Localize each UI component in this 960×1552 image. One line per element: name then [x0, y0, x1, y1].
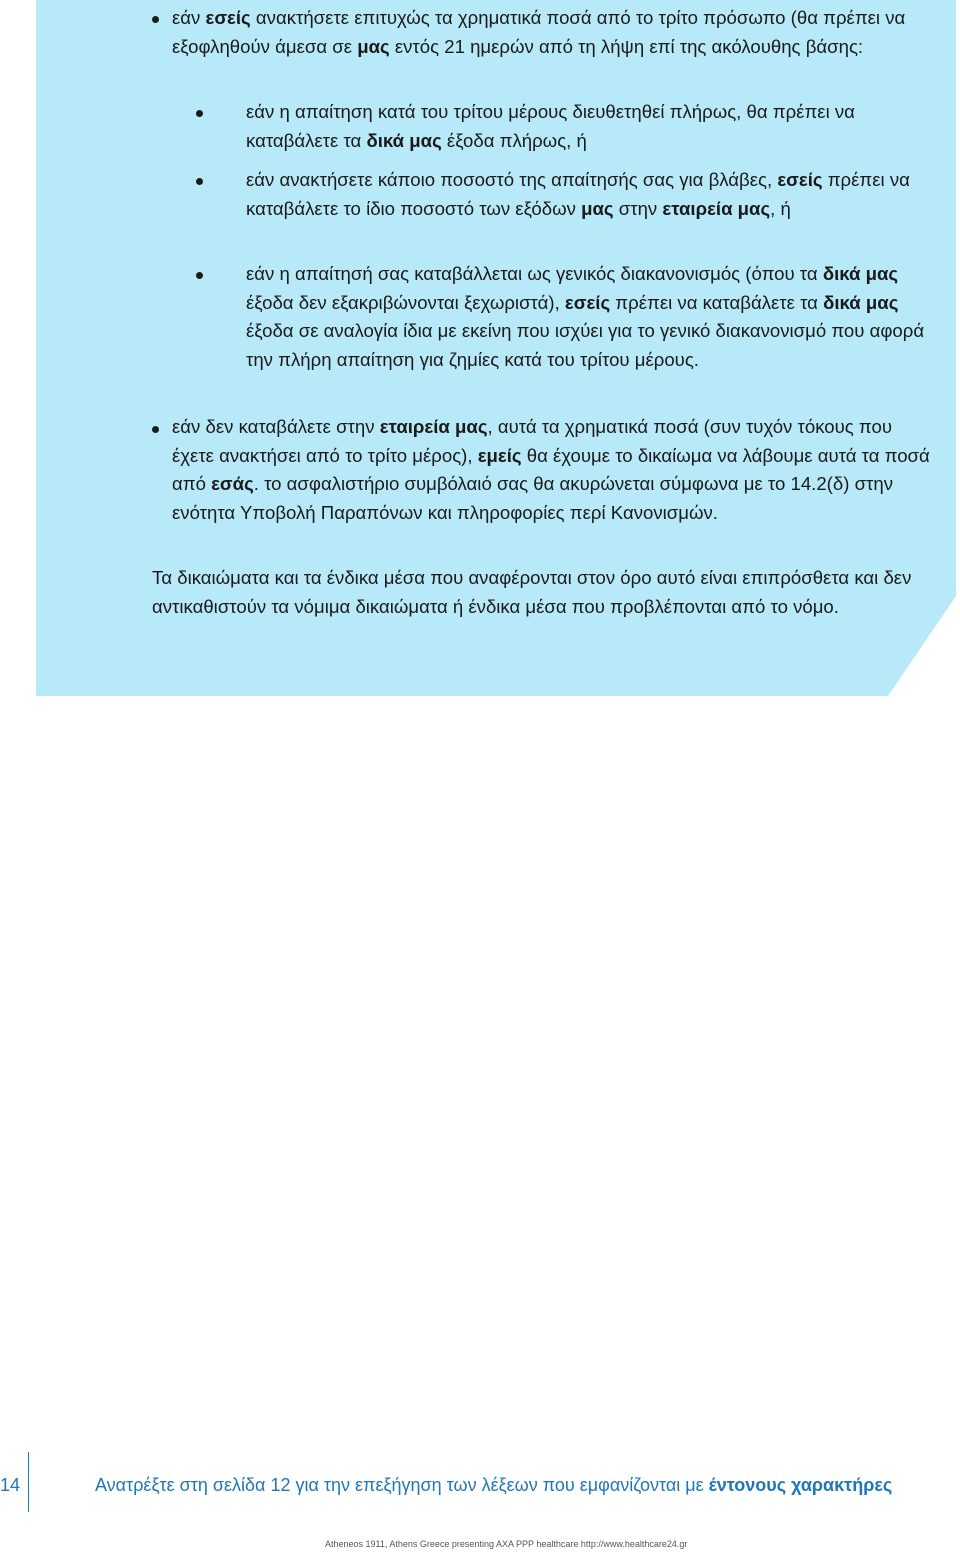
bold-term: εσείς: [205, 7, 251, 28]
text-run: εάν: [172, 7, 206, 28]
page-number: 14: [0, 1475, 21, 1495]
sub-item-general-settlement: [246, 260, 940, 374]
text-run: πρέπει να καταβάλετε το ίδιο ποσοστό των εξόδων: [246, 169, 910, 219]
bold-term: μας: [357, 35, 390, 57]
text-run: θα έχουμε το δικαίωμα να λάβουμε αυτά τα ποσά από: [172, 444, 930, 495]
source-credit: Atheneos 1911, Athens Greece presenting AXA PPP healthcare http://www.healthcare24.gr: [325, 1539, 688, 1549]
bold-term: εσείς: [777, 169, 823, 190]
paragraph-non-payment: [172, 413, 932, 527]
text-run: . το ασφαλιστήριο συμβόλαιό σας θα ακυρώνεται σύμφωνα με το 14.2(δ) στην ενότητα Υποβολή Παραπόνων και πληροφορίες περί Κανονισμών.: [172, 473, 894, 523]
bullet-icon: [196, 110, 203, 117]
text-run: , αυτά τα χρηματικά ποσά (συν τυχόν τόκους που έχετε ανακτήσει από το τρίτο μέρος),: [172, 416, 892, 466]
sub-item-full-settlement: [246, 98, 940, 155]
bold-term: μας: [581, 197, 614, 219]
text-run: έξοδα σε αναλογία ίδια με εκείνη που ισχύει για το γενικό διακανονισμό που αφορά την πλήρη απαίτηση για ζημίες κατά του τρίτου μέρους.: [246, 320, 925, 370]
bullet-icon: [196, 272, 203, 279]
footer-divider: [28, 1452, 29, 1512]
text-run: εάν η απαίτηση κατά του τρίτου μέρους διευθετηθεί πλήρως, θα πρέπει να καταβάλετε τα: [246, 101, 855, 151]
text-run: εάν δεν καταβάλετε στην: [172, 416, 380, 437]
footer-note: [95, 1472, 892, 1498]
bold-term: εσείς: [564, 291, 611, 313]
sub-item-partial-recovery: [246, 166, 940, 223]
bold-term: εσάς: [211, 473, 254, 495]
bold-term: δικά μας: [822, 263, 899, 284]
text-run: εάν η απαίτησή σας καταβάλλεται ως γενικός διακανονισμός (όπου τα: [246, 263, 823, 284]
bullet-icon: [152, 426, 159, 433]
text-run: Τα δικαιώματα και τα ένδικα μέσα που αναφέρονται στον όρο αυτό είναι επιπρόσθετα και δεν αντικαθιστούν τα νόμιμα δικαιώματα ή ένδικα μέσα που προβλέπονται από το νόμο.: [152, 567, 912, 617]
text-run: έξοδα δεν εξακριβώνονται ξεχωριστά),: [246, 291, 565, 313]
bold-term: δικά μας: [823, 291, 899, 313]
paragraph-recovery: [172, 4, 932, 61]
text-run: εάν ανακτήσετε κάποιο ποσοστό της απαίτησής σας για βλάβες,: [246, 169, 778, 190]
text-run: έξοδα πλήρως, ή: [441, 129, 587, 151]
footer-note-text: Ανατρέξτε στη σελίδα 12 για την επεξήγηση των λέξεων που εμφανίζονται με: [95, 1475, 709, 1495]
bold-term: εταιρεία μας: [379, 416, 488, 437]
footer-note-bold: έντονους χαρακτήρες: [708, 1475, 893, 1495]
bold-term: δικά μας: [366, 129, 442, 151]
bullet-icon: [196, 178, 203, 185]
bold-term: εμείς: [477, 444, 522, 466]
text-run: πρέπει να καταβάλετε τα: [610, 291, 824, 313]
bullet-icon: [152, 16, 159, 23]
text-run: , ή: [770, 197, 791, 219]
text-run: εντός 21 ημερών από τη λήψη επί της ακόλουθης βάσης:: [389, 35, 864, 57]
bold-term: εταιρεία μας: [662, 197, 771, 219]
text-run: ανακτήσετε επιτυχώς τα χρηματικά ποσά από το τρίτο πρόσωπο (θα πρέπει να εξοφληθούν άμεσα σε: [172, 7, 906, 57]
paragraph-rights: [152, 564, 912, 621]
text-run: στην: [613, 197, 663, 219]
